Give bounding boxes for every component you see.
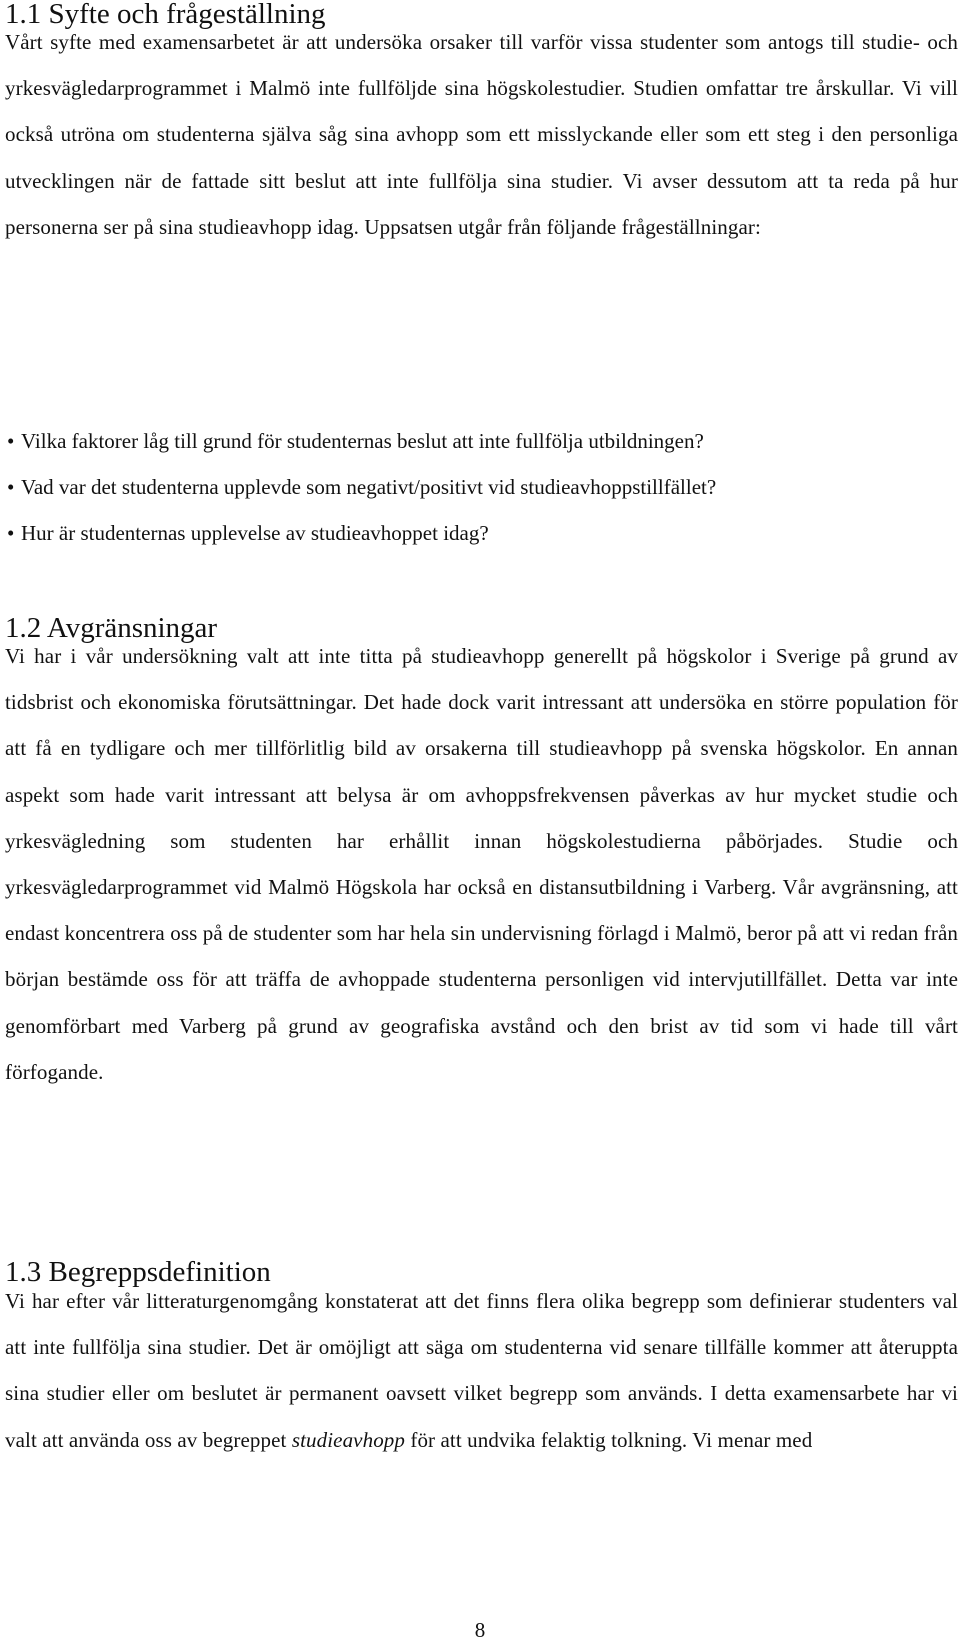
list-item-text: Vilka faktorer låg till grund för studenternas beslut att inte fullfölja utbildningen? <box>21 429 704 453</box>
list-item-text: Vad var det studenterna upplevde som negativt/positivt vid studieavhoppstillfället? <box>21 475 717 499</box>
list-item <box>7 418 716 464</box>
question-list <box>7 418 716 556</box>
paragraph-syfte: Vårt syfte med examensarbetet är att undersöka orsaker till varför vissa studenter som antogs till studie- och yrkesvägledarprogrammet i Malmö inte fullföljde sina högskolestudier. Studien omfattar tre årskullar. Vi vill också utröna om studenterna själva såg sina avhopp som ett misslyckande eller som ett steg i den personliga utvecklingen när de fattade sitt beslut att inte fullfölja sina studier. Vi avser dessutom att ta reda på hur personerna ser på sina studieavhopp idag. Uppsatsen utgår från följande frågeställningar: <box>5 30 958 239</box>
section-heading-begreppsdefinition: 1.3 Begreppsdefinition <box>5 1256 271 1288</box>
page-number: 8 <box>474 1618 486 1642</box>
paragraph-begreppsdefinition <box>5 1278 958 1463</box>
term-studieavhopp: studieavhopp <box>291 1427 405 1452</box>
section-heading-avgransningar: 1.2 Avgränsningar <box>5 612 218 644</box>
paragraph-avgransningar: Vi har i vår undersökning valt att inte titta på studieavhopp generellt på högskolor i Sverige på grund av tidsbrist och ekonomiska förutsättningar. Det hade dock varit intressant att undersöka en större population för att få en tydligare och mer tillförlitlig bild av orsakerna till studieavhopp på svenska högskolor. En annan aspekt som hade varit intressant att belysa är om avhoppsfrekvensen påverkas av hur mycket studie och yrkesvägledning som studenten har erhållit innan högskolestudierna påbörjades. Studie och yrkesvägledarprogrammet vid Malmö Högskola har också en distansutbildning i Varberg. Vår avgränsning, att endast koncentrera oss på de studenter som har hela sin undervisning förlagd i Malmö, beror på att vi redan från början bestämde oss för att träffa de avhoppade studenterna personligen vid intervjutillfället. Detta var inte genomförbart med Varberg på grund av geografiska avstånd och den brist av tid som vi hade till vårt förfogande. <box>5 644 958 1084</box>
bullet-icon: • <box>7 521 15 545</box>
paragraph-text-before-term: Vi har efter vår litteraturgenomgång konstaterat att det finns flera olika begrepp som definierar studenters val att inte fullfölja sina studier. Det är omöjligt att säga om studenterna vid senare tillfälle kommer att återuppta sina studier eller om beslutet är permanent oavsett vilket begrepp som används. I detta examensarbete har vi valt att använda oss av begreppet <box>5 1289 958 1452</box>
list-item <box>7 464 716 510</box>
bullet-icon: • <box>7 429 15 453</box>
section-heading-syfte: 1.1 Syfte och frågeställning <box>5 0 326 30</box>
list-item <box>7 510 716 556</box>
bullet-icon: • <box>7 475 15 499</box>
list-item-text: Hur är studenternas upplevelse av studieavhoppet idag? <box>21 521 489 545</box>
paragraph-text-after-term: för att undvika felaktig tolkning. Vi menar med <box>405 1427 813 1452</box>
